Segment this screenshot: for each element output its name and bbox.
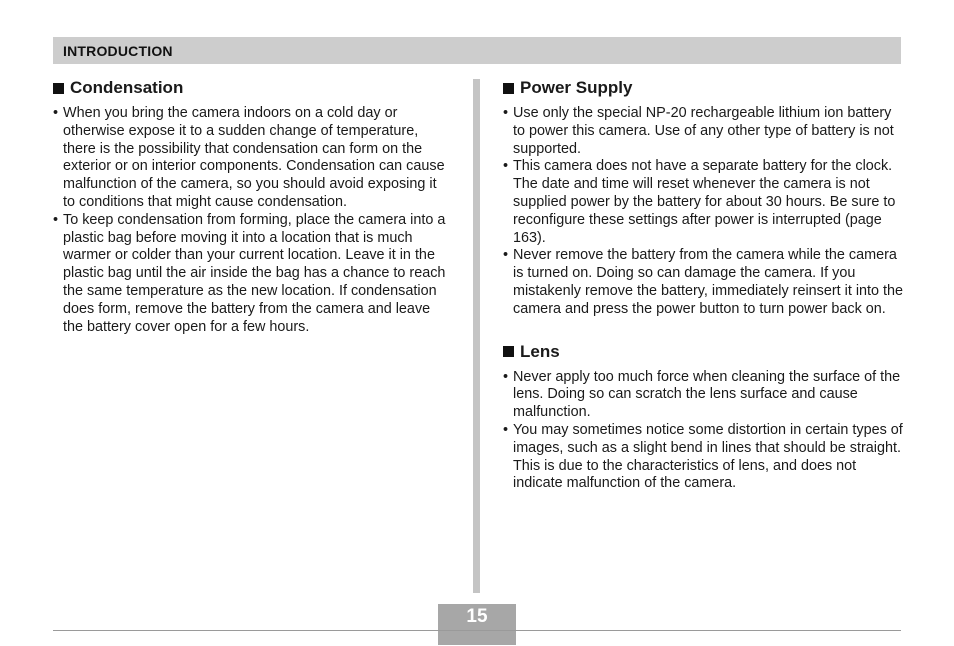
right-column (503, 77, 905, 493)
power-supply-title: Power Supply (520, 78, 633, 97)
list-item: • This camera does not have a separate battery for the clock. The date and time will reset whenever the camera is not supplied power by the battery for about 30 hours. Be sure to reconfigure these settings after power is interrupted (page 163). (503, 158, 905, 247)
list-item: • Never apply too much force when cleaning the surface of the lens. Doing so can scratch the lens surface and cause malfunction. (503, 369, 905, 422)
page-number: 15 (466, 606, 488, 627)
section-header-bar (53, 37, 901, 64)
list-item: • To keep condensation from forming, place the camera into a plastic bag before moving it into a location that is much warmer or colder than your current location. Leave it in the plastic bag until the air inside the bag has a chance to reach the same temperature as the new location. If condensation does form, remove the battery from the camera and leave the battery cover open for a few hours. (53, 212, 448, 337)
power-supply-heading (503, 77, 905, 99)
square-bullet-icon (503, 346, 514, 357)
list-item: • Use only the special NP-20 rechargeable lithium ion battery to power this camera. Use of any other type of battery is not supported. (503, 105, 905, 158)
condensation-heading (53, 77, 448, 99)
list-item: • You may sometimes notice some distortion in certain types of images, such as a slight bend in lines that should be straight. This is due to the characteristics of lens, and does not indicate malfunction of the camera. (503, 422, 905, 493)
lens-heading (503, 341, 905, 363)
list-item: • Never remove the battery from the camera while the camera is turned on. Doing so can damage the camera. If you mistakenly remove the battery, immediately reinsert it into the camera and press the power button to turn power back on. (503, 247, 905, 318)
left-column (53, 77, 448, 336)
page-number-tab (438, 631, 516, 645)
power-supply-list (503, 105, 905, 319)
square-bullet-icon (53, 83, 64, 94)
condensation-title: Condensation (70, 78, 184, 97)
page-number-badge (438, 604, 516, 630)
condensation-list (53, 105, 448, 336)
lens-list (503, 369, 905, 494)
header-title: INTRODUCTION (63, 42, 173, 59)
square-bullet-icon (503, 83, 514, 94)
column-divider (473, 79, 480, 593)
list-item: • When you bring the camera indoors on a cold day or otherwise expose it to a sudden change of temperature, there is the possibility that condensation can form on the exterior or on interior components. Condensation can cause malfunction of the camera, so you should avoid exposing it to conditions that might cause condensation. (53, 105, 448, 212)
lens-title: Lens (520, 341, 560, 361)
